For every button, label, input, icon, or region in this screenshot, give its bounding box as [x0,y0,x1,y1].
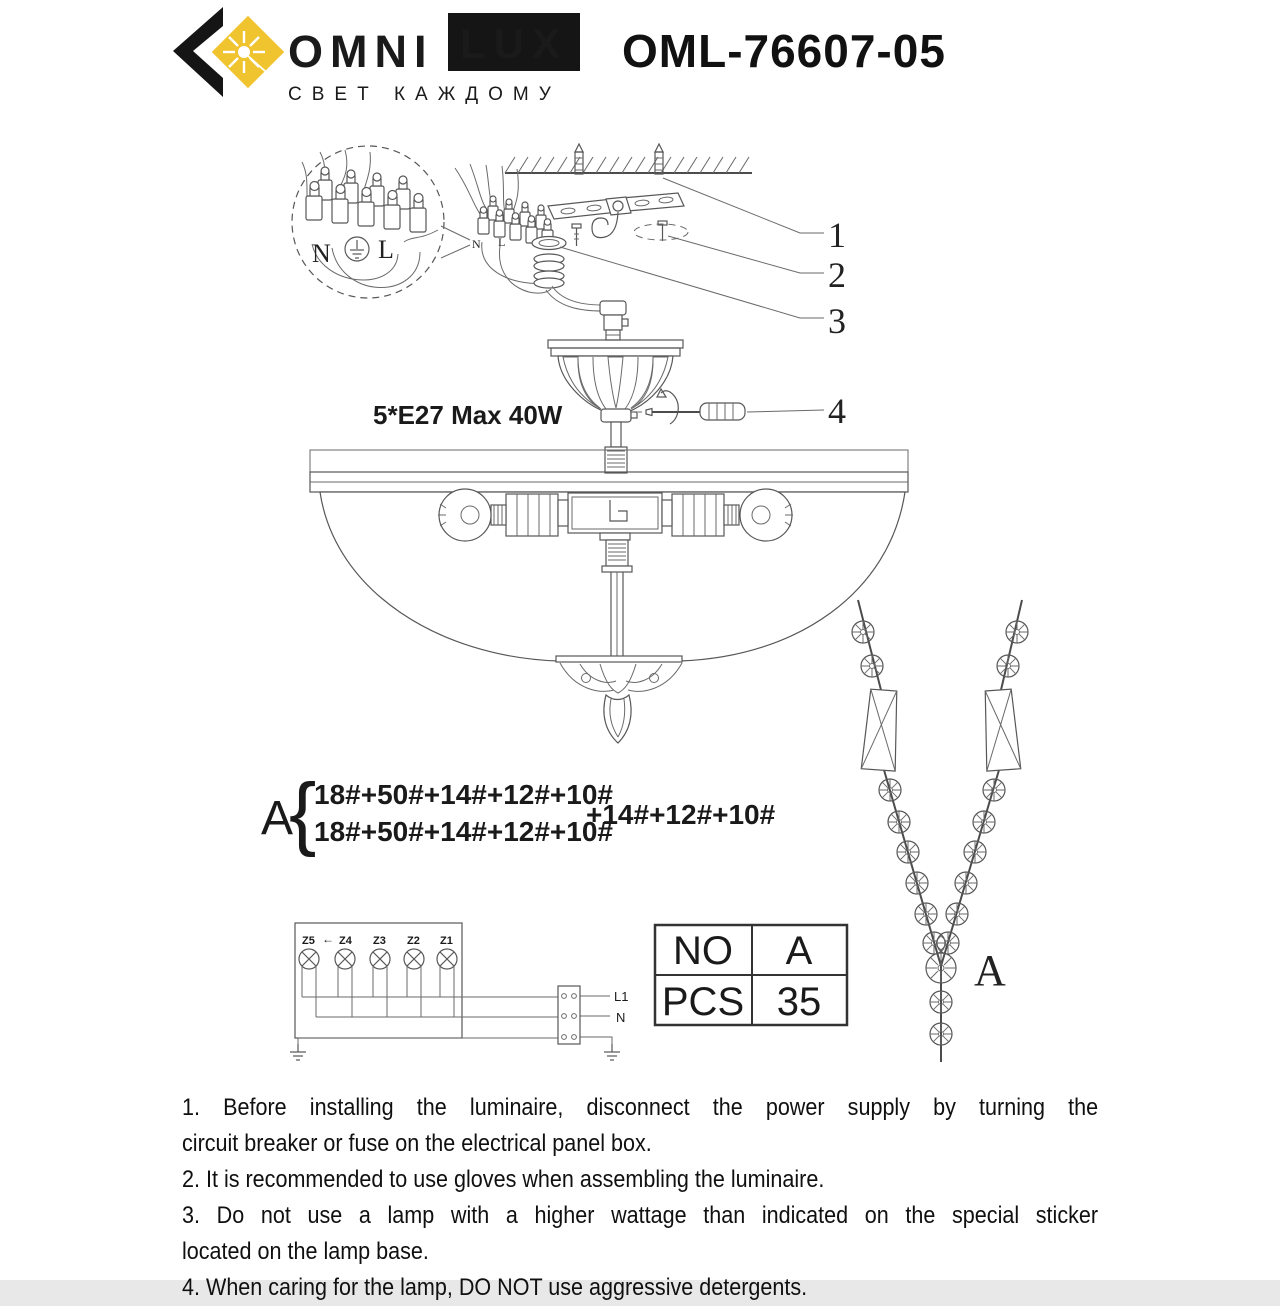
lamp-spec: 5*E27 Max 40W [373,400,563,430]
brand-tagline: СВЕТ КАЖДОМУ [288,84,561,105]
wiring-diagram [290,923,628,1060]
strand-label: A [974,946,1006,995]
bulb-glass-icon [439,489,491,541]
table-no-value: A [785,929,813,973]
strand-diagram [852,600,1028,1062]
instruction-line: located on the lamp base. [182,1238,429,1265]
brand-name: OMNI [288,26,434,77]
wiring-lamp-label: Z3 [373,935,386,947]
formula [261,767,776,858]
bulb-glass-icon [740,489,792,541]
callout-2: 2 [828,255,846,295]
callout-1: 1 [828,215,846,255]
formula-row1: 18#+50#+14#+12#+10# [314,779,613,810]
detail-neutral-label: N [312,239,331,268]
wiring-lamp-label: Z4 [339,935,352,947]
table-no-label: NO [673,929,733,973]
ceiling [505,144,752,174]
mini-live-label: L [498,235,506,249]
finial [556,656,682,743]
instruction-line: circuit breaker or fuse on the electrical panel box. [182,1130,652,1157]
formula-brace: { [289,767,317,858]
mounting-bracket [548,193,688,246]
instruction-line: 2. It is recommended to use gloves when assembling the luminaire. [182,1166,825,1193]
formula-label: A [261,792,294,845]
wiring-arrow: ← [322,932,334,946]
canopy [548,340,683,422]
lamp-symbols [299,949,457,969]
elbow-fitting [600,301,628,340]
ground-icon-right [604,1044,620,1060]
screw-icon [572,224,581,246]
detail-live-label: L [378,235,394,264]
rotation-arrow-icon [661,391,678,424]
chain-rings [532,237,566,289]
table-pcs-value: 35 [776,980,822,1024]
terminal-strip [558,986,580,1044]
parts-table [655,925,847,1025]
hook-icon [592,212,618,238]
upper-stem [605,422,627,473]
wiring-neutral-label: N [616,1010,626,1025]
table-pcs-label: PCS [661,980,745,1024]
ceiling-hatch [505,157,749,173]
instructions [182,1090,1227,1306]
callout-3: 3 [828,301,846,341]
suspension-wire [546,286,602,311]
wiring-lamp-label: Z1 [440,935,453,947]
terminal-detail-circle [292,146,470,298]
ground-icon-left [290,1044,306,1060]
wiring-lamp-label: Z5 [302,935,315,947]
brand-suffix: LUX [460,20,568,67]
mini-neutral-label: N [472,237,481,251]
formula-row2: 18#+50#+14#+12#+10# [314,816,613,847]
formula-tail: +14#+12#+10# [586,799,776,830]
wiring-live-label: L1 [614,989,629,1004]
terminal-block-detail [302,150,438,288]
instruction-line: 4. When caring for the lamp, DO NOT use aggressive detergents. [182,1274,808,1301]
callout-4: 4 [828,391,846,431]
instruction-line: 1. Before installing the luminaire, disconnect the power supply by turning the [182,1094,1099,1121]
screw-rotation-indicator [634,221,688,241]
instruction-line: 3. Do not use a lamp with a higher wattage than indicated on the special sticker [182,1202,1099,1229]
wiring-lamp-label: Z2 [407,935,420,947]
model-number: OML-76607-05 [622,25,946,77]
